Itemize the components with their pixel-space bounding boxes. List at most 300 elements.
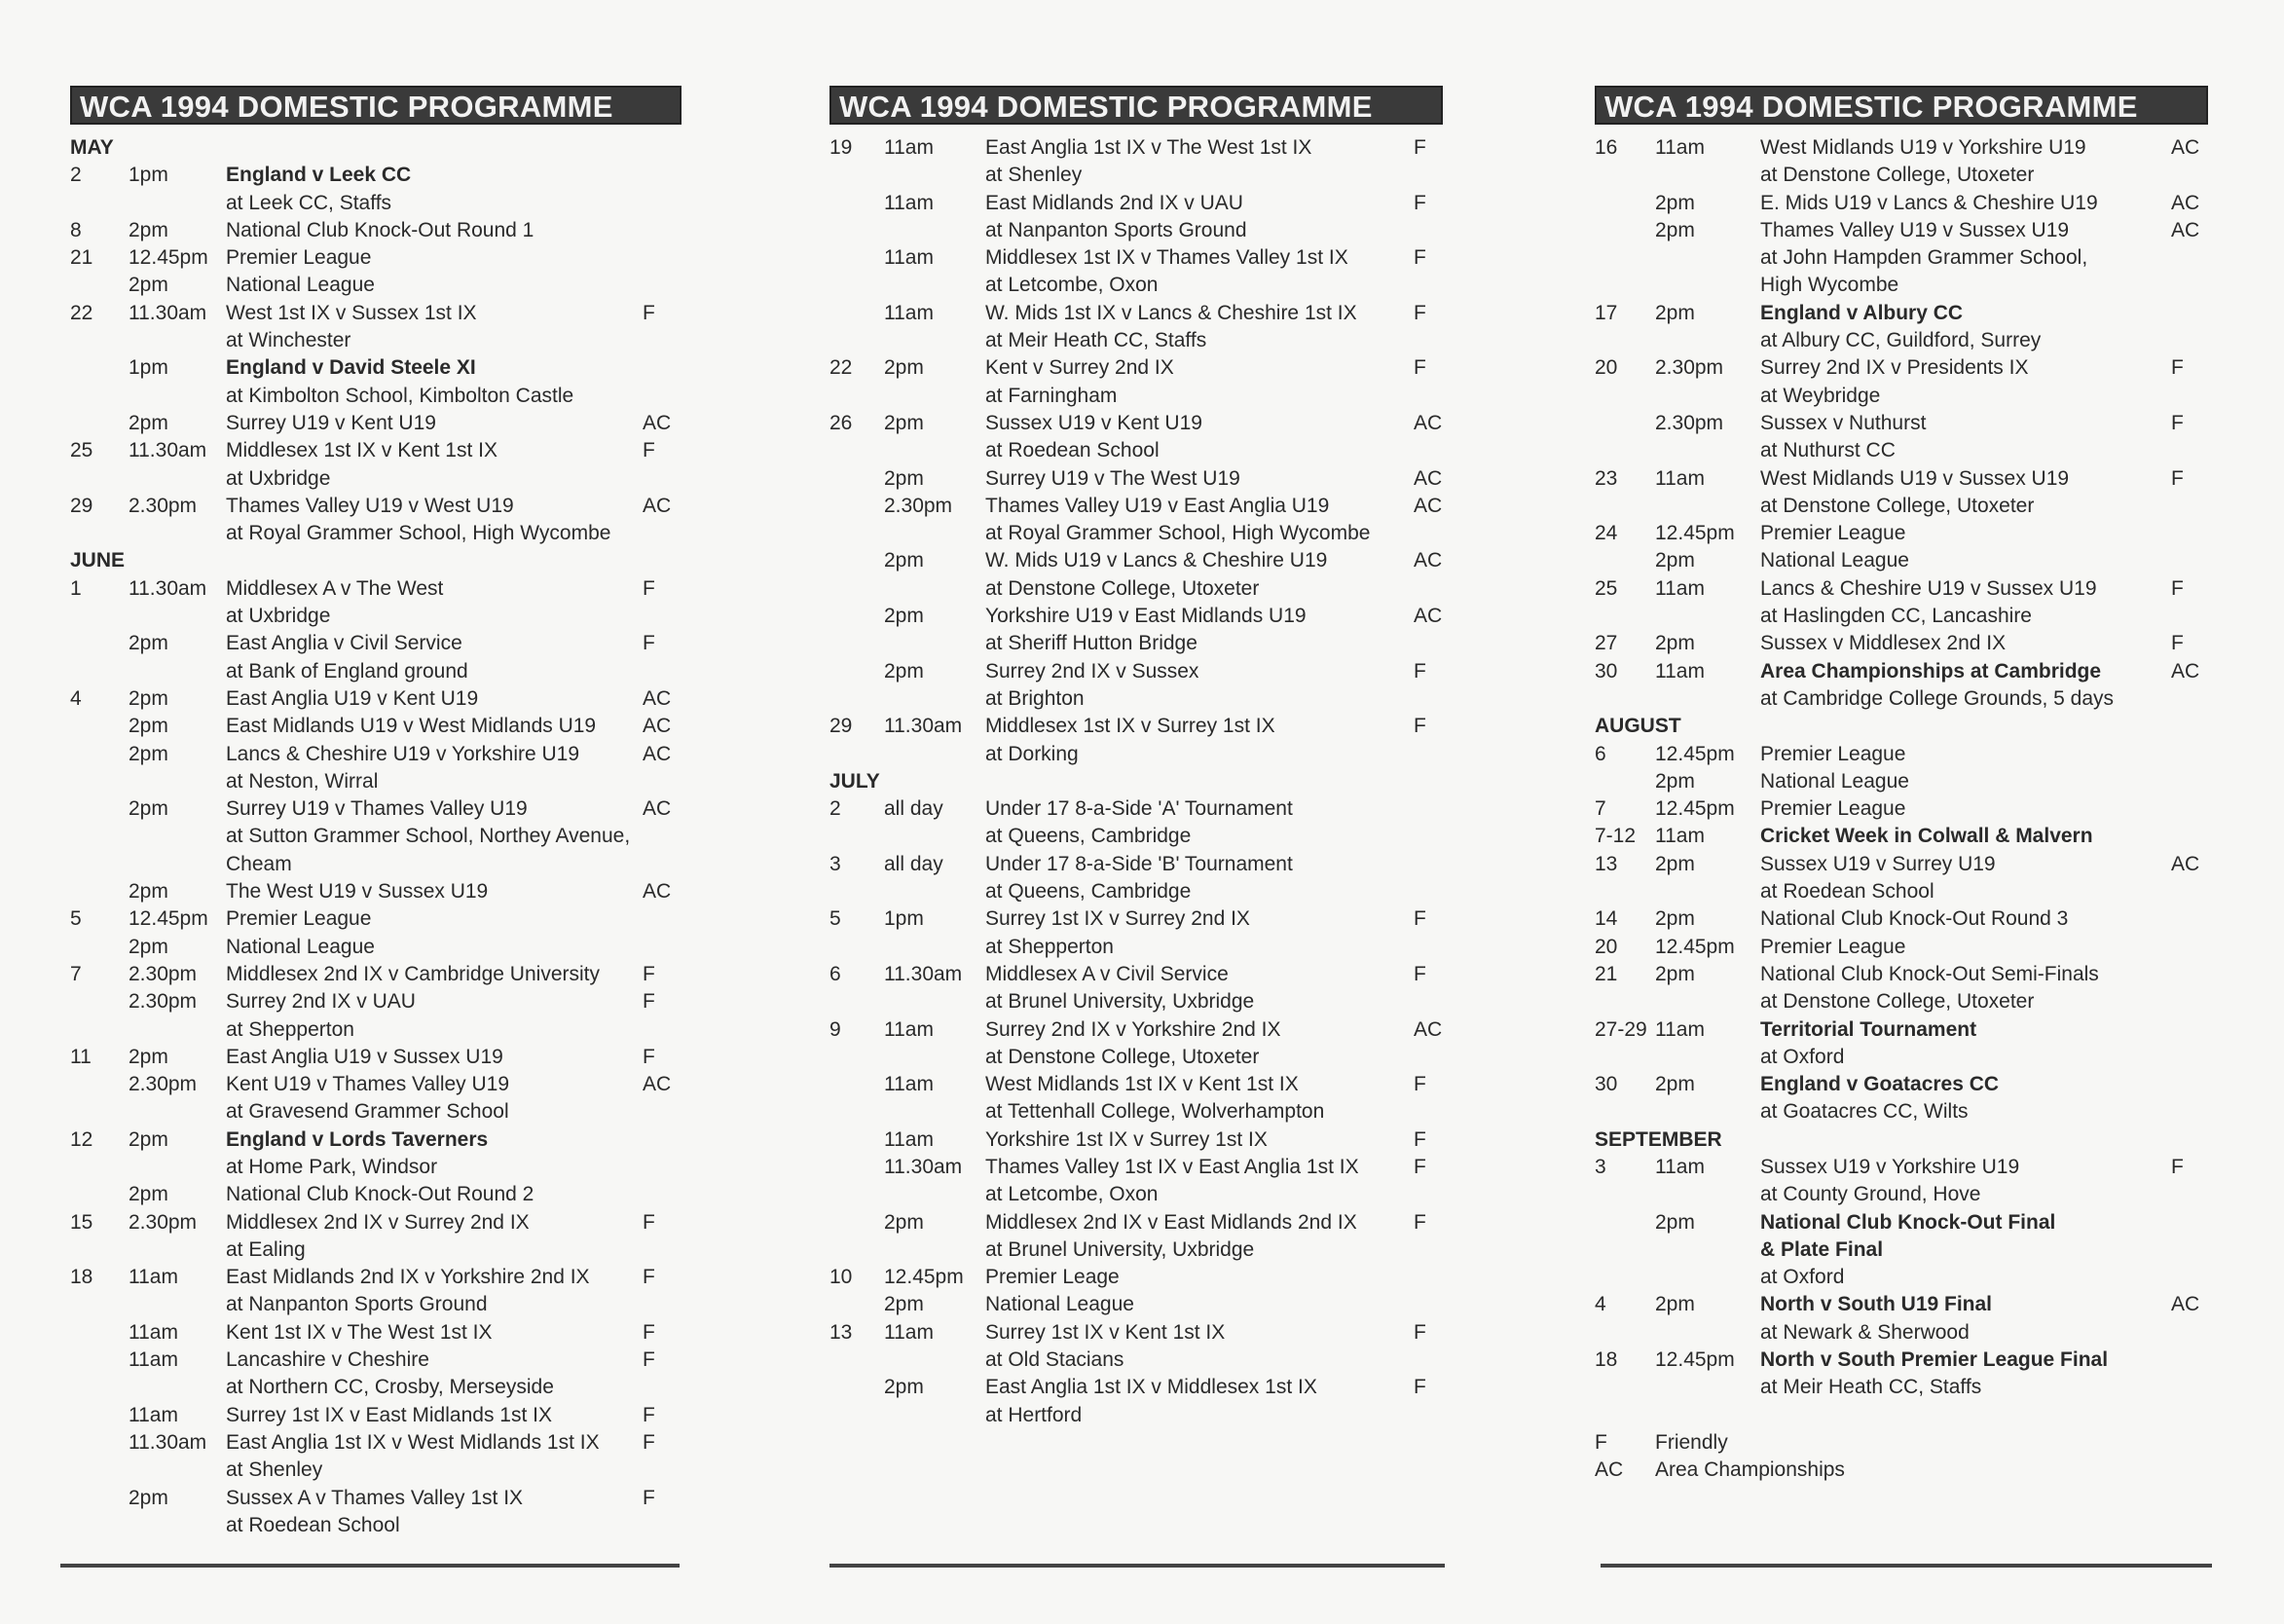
fixture-time: 11.30am <box>129 576 207 600</box>
fixture-description: at Cambridge College Grounds, 5 days <box>1760 686 2115 710</box>
fixture-date <box>70 741 129 768</box>
fixture-description: Lancs & Cheshire U19 v Yorkshire U19 <box>226 742 580 765</box>
fixture-row <box>70 1071 682 1098</box>
fixture-description: at Home Park, Windsor <box>226 1155 438 1178</box>
fixture-category: F <box>1414 907 1426 931</box>
fixture-date <box>70 768 129 795</box>
fixture-list <box>1595 134 2210 1485</box>
fixture-date <box>70 1236 129 1264</box>
fixture-category <box>2171 768 2210 795</box>
fixture-time <box>884 934 985 961</box>
fixture-row <box>1595 162 2210 189</box>
fixture-category <box>2171 1264 2210 1291</box>
fixture-date <box>70 1181 129 1208</box>
fixture-description: at Goatacres CC, Wilts <box>1760 1100 1969 1124</box>
fixture-date <box>70 1071 129 1098</box>
fixture-description: England v Leek CC <box>226 164 412 187</box>
fixture-time: 2pm <box>1655 1293 1695 1316</box>
fixture-date: 29 <box>70 494 93 517</box>
fixture-description: Premier League <box>1760 742 1906 765</box>
fixture-row <box>1595 244 2210 272</box>
fixture-date <box>829 658 884 685</box>
fixture-date <box>829 520 884 547</box>
fixture-row <box>829 988 1453 1015</box>
programme-banner: WCA 1994 DOMESTIC PROGRAMME <box>829 86 1443 125</box>
fixture-date: 2 <box>829 797 841 821</box>
fixture-date: 15 <box>70 1210 93 1234</box>
fixture-time: 1pm <box>129 356 168 380</box>
fixture-category <box>2171 795 2210 823</box>
fixture-category <box>643 354 682 382</box>
fixture-date <box>1595 768 1655 795</box>
fixture-time: 2pm <box>129 1486 168 1509</box>
fixture-description: East Anglia 1st IX v Middlesex 1st IX <box>985 1376 1317 1399</box>
fixture-row <box>829 437 1453 464</box>
fixture-description: Under 17 8-a-Side 'A' Tournament <box>985 797 1293 821</box>
fixture-row <box>829 1402 1453 1429</box>
divider <box>829 1564 1445 1568</box>
fixture-row <box>70 878 682 905</box>
fixture-date <box>1595 410 1655 437</box>
fixture-row <box>70 603 682 630</box>
fixture-time: 11am <box>1655 825 1705 848</box>
fixture-date: 5 <box>829 907 841 931</box>
fixture-description: at John Hampden Grammer School, <box>1760 246 2088 270</box>
fixture-category <box>2171 1098 2210 1126</box>
fixture-time <box>129 851 226 878</box>
fixture-time <box>1655 327 1760 354</box>
fixture-description: Premier League <box>1760 522 1906 545</box>
fixture-category <box>2171 878 2210 905</box>
fixture-time: 2pm <box>884 659 924 683</box>
fixture-time <box>129 1098 226 1126</box>
fixture-description: Premier League <box>1760 797 1906 821</box>
fixture-description: Premier League <box>1760 935 1906 958</box>
fixture-date <box>70 713 129 740</box>
fixture-category: F <box>1414 1155 1426 1178</box>
fixture-date <box>1595 272 1655 299</box>
fixture-category <box>2171 272 2210 299</box>
fixture-category: F <box>1414 1127 1426 1151</box>
fixture-time <box>884 988 985 1015</box>
fixture-row <box>829 961 1453 988</box>
fixture-date: 18 <box>1595 1348 1618 1372</box>
fixture-time <box>1655 244 1760 272</box>
fixture-description: Premier League <box>226 907 372 931</box>
fixture-row <box>70 272 682 299</box>
fixture-date <box>829 1181 884 1208</box>
fixture-row <box>1595 934 2210 961</box>
fixture-description: at Ealing <box>226 1237 306 1261</box>
fixture-row <box>1595 354 2210 382</box>
fixture-time: 2pm <box>1655 962 1695 985</box>
fixture-date <box>70 1512 129 1539</box>
fixture-time: 2.30pm <box>1655 356 1724 380</box>
fixture-time: 11.30am <box>129 1430 207 1454</box>
fixture-row <box>829 1264 1453 1291</box>
fixture-description: at Brunel University, Uxbridge <box>985 1237 1255 1261</box>
fixture-time: 11.30am <box>129 301 207 324</box>
fixture-category <box>2171 988 2210 1015</box>
fixture-date <box>70 1457 129 1484</box>
fixture-time <box>129 1374 226 1401</box>
fixture-category: AC <box>643 797 672 821</box>
fixture-row <box>70 823 682 850</box>
fixture-description: Thames Valley U19 v Sussex U19 <box>1760 218 2070 241</box>
fixture-description: Surrey 2nd IX v Sussex <box>985 659 1199 683</box>
fixture-row <box>829 1347 1453 1374</box>
fixture-row <box>70 354 682 382</box>
fixture-date: 3 <box>1595 1155 1606 1178</box>
fixture-category: F <box>1414 191 1426 214</box>
fixture-time: 11am <box>884 1127 934 1151</box>
fixture-description: Yorkshire 1st IX v Surrey 1st IX <box>985 1127 1268 1151</box>
fixture-row <box>829 327 1453 354</box>
fixture-description: Surrey 2nd IX v UAU <box>226 990 416 1014</box>
fixture-date: 4 <box>70 686 82 710</box>
fixture-time: 2pm <box>884 411 924 434</box>
month-name: AUGUST <box>1595 715 1681 738</box>
fixture-date: 23 <box>1595 466 1618 490</box>
fixture-row <box>829 1374 1453 1401</box>
fixture-date <box>1595 437 1655 464</box>
fixture-row <box>70 658 682 685</box>
fixture-row <box>1595 493 2210 520</box>
fixture-row <box>829 300 1453 327</box>
fixture-date <box>829 878 884 905</box>
fixture-row <box>829 823 1453 850</box>
fixture-time: 2.30pm <box>129 1210 198 1234</box>
fixture-date <box>829 1402 884 1429</box>
legend-item <box>1595 1429 2210 1457</box>
fixture-date <box>1595 603 1655 630</box>
fixture-category: F <box>1414 246 1426 270</box>
fixture-date <box>70 190 129 217</box>
fixture-time: 11am <box>884 1017 934 1041</box>
fixture-description: Area Championships at Cambridge <box>1760 659 2102 683</box>
fixture-date: 3 <box>829 852 841 875</box>
fixture-time: 11am <box>1655 576 1705 600</box>
fixture-description: Lancs & Cheshire U19 v Sussex U19 <box>1760 576 2097 600</box>
fixture-date: 25 <box>70 439 93 462</box>
fixture-time: 11.30am <box>884 962 963 985</box>
fixture-category: F <box>643 1348 655 1372</box>
fixture-time <box>129 1457 226 1484</box>
fixture-row <box>829 272 1453 299</box>
fixture-row <box>1595 410 2210 437</box>
fixture-row <box>829 795 1453 823</box>
fixture-time <box>129 190 226 217</box>
fixture-date: 18 <box>70 1266 93 1289</box>
fixture-description: at Oxford <box>1760 1266 1845 1289</box>
fixture-time: 11am <box>884 246 934 270</box>
fixture-category <box>643 244 682 272</box>
fixture-time: 11am <box>1655 466 1705 490</box>
fixture-date: 22 <box>829 356 853 380</box>
fixture-description: at Albury CC, Guildford, Surrey <box>1760 329 2042 352</box>
fixture-row <box>1595 575 2210 603</box>
fixture-description: at County Ground, Hove <box>1760 1183 1981 1206</box>
fixture-date <box>829 162 884 189</box>
fixture-list <box>70 134 682 1539</box>
fixture-time <box>1655 685 1760 713</box>
fixture-date <box>1595 493 1655 520</box>
fixture-category <box>2171 300 2210 327</box>
fixture-row <box>829 630 1453 657</box>
fixture-description: Surrey 2nd IX v Presidents IX <box>1760 356 2029 380</box>
fixture-time <box>884 327 985 354</box>
fixture-row <box>829 575 1453 603</box>
fixture-row <box>70 575 682 603</box>
fixture-date: 22 <box>70 301 93 324</box>
fixture-row <box>829 658 1453 685</box>
fixture-time <box>884 575 985 603</box>
fixture-description: Territorial Tournament <box>1760 1017 1977 1041</box>
fixture-row <box>1595 1264 2210 1291</box>
fixture-date <box>829 630 884 657</box>
fixture-category: F <box>1414 715 1426 738</box>
fixture-date: 6 <box>1595 742 1606 765</box>
fixture-category <box>1414 217 1453 244</box>
fixture-row <box>70 713 682 740</box>
fixture-category <box>2171 383 2210 410</box>
fixture-date: 14 <box>1595 907 1618 931</box>
fixture-category: AC <box>643 880 672 904</box>
fixture-time: 11am <box>1655 1017 1705 1041</box>
fixture-row <box>1595 1291 2210 1318</box>
fixture-description: Middlesex 1st IX v Kent 1st IX <box>226 439 497 462</box>
fixture-row <box>1595 905 2210 933</box>
fixture-date <box>70 327 129 354</box>
fixture-time <box>129 823 226 850</box>
fixture-date: 21 <box>1595 962 1618 985</box>
fixture-category <box>643 1291 682 1318</box>
fixture-description: Surrey 1st IX v Kent 1st IX <box>985 1320 1226 1344</box>
fixture-date <box>1595 1181 1655 1208</box>
fixture-description: Middlesex A v Civil Service <box>985 962 1229 985</box>
fixture-time <box>884 823 985 850</box>
fixture-description: at Denstone College, Utoxeter <box>1760 990 2035 1014</box>
fixture-description: Surrey 1st IX v East Midlands 1st IX <box>226 1403 552 1426</box>
fixture-category <box>643 1126 682 1154</box>
fixture-category: F <box>1414 1210 1426 1234</box>
fixture-description: National League <box>1760 769 1909 793</box>
fixture-time: 2pm <box>1655 769 1695 793</box>
fixture-time <box>884 741 985 768</box>
fixture-date <box>70 823 129 850</box>
fixture-time <box>129 327 226 354</box>
fixture-time: 11am <box>884 191 934 214</box>
fixture-time <box>129 603 226 630</box>
fixture-description: at Northern CC, Crosby, Merseyside <box>226 1376 554 1399</box>
fixture-time <box>1655 272 1760 299</box>
fixture-row <box>829 1209 1453 1236</box>
fixture-time: 11.30am <box>884 715 963 738</box>
fixture-category <box>1414 520 1453 547</box>
fixture-category <box>2171 547 2210 574</box>
fixture-row <box>1595 630 2210 657</box>
fixture-row <box>1595 741 2210 768</box>
fixture-description: at Bank of England ground <box>226 659 468 683</box>
fixture-date: 6 <box>829 962 841 985</box>
fixture-category: F <box>2171 632 2184 655</box>
fixture-date <box>829 823 884 850</box>
fixture-time: 11am <box>884 301 934 324</box>
fixture-date <box>70 1098 129 1126</box>
fixture-time: all day <box>884 797 943 821</box>
fixture-category: F <box>643 632 655 655</box>
fixture-time <box>1655 1374 1760 1401</box>
fixture-category: F <box>2171 466 2184 490</box>
fixture-description: at Winchester <box>226 329 351 352</box>
fixture-row <box>70 520 682 547</box>
fixture-date <box>829 383 884 410</box>
fixture-description: North v South U19 Final <box>1760 1293 1993 1316</box>
fixture-category <box>2171 1209 2210 1236</box>
fixture-category <box>643 383 682 410</box>
fixture-description: Lancashire v Cheshire <box>226 1348 429 1372</box>
fixture-description: National League <box>985 1293 1134 1316</box>
legend-meaning: Area Championships <box>1655 1458 1845 1482</box>
fixture-date: 12 <box>70 1127 93 1151</box>
fixture-date <box>70 630 129 657</box>
fixture-time <box>1655 1236 1760 1264</box>
fixture-date: 5 <box>70 907 82 931</box>
fixture-time: 2pm <box>129 715 168 738</box>
fixture-time: 2pm <box>884 605 924 628</box>
fixture-time <box>1655 1044 1760 1071</box>
fixture-date <box>829 575 884 603</box>
fixture-category <box>643 768 682 795</box>
fixture-row <box>70 1236 682 1264</box>
fixture-category: AC <box>643 494 672 517</box>
fixture-category: F <box>1414 301 1426 324</box>
fixture-row <box>1595 547 2210 574</box>
fixture-date: 29 <box>829 715 853 738</box>
fixture-description: National Club Knock-Out Semi-Finals <box>1760 962 2099 985</box>
fixture-category: F <box>1414 962 1426 985</box>
fixture-time: 2pm <box>884 356 924 380</box>
fixture-category: AC <box>643 742 672 765</box>
fixture-category: AC <box>1414 605 1443 628</box>
fixture-description: at Shepperton <box>226 1017 354 1041</box>
fixture-time <box>1655 1264 1760 1291</box>
fixture-row <box>70 1402 682 1429</box>
fixture-category: F <box>643 439 655 462</box>
fixture-description: Under 17 8-a-Side 'B' Tournament <box>985 852 1293 875</box>
fixture-time <box>884 1402 985 1429</box>
fixture-category: AC <box>643 1073 672 1096</box>
fixture-category <box>643 1236 682 1264</box>
fixture-date: 1 <box>70 576 82 600</box>
fixture-date <box>829 465 884 493</box>
fixture-category: AC <box>2171 191 2200 214</box>
fixture-category <box>2171 685 2210 713</box>
fixture-category <box>2171 1402 2210 1429</box>
fixture-description: at Old Stacians <box>985 1348 1124 1372</box>
fixture-category <box>2171 493 2210 520</box>
fixture-description: Kent v Surrey 2nd IX <box>985 356 1174 380</box>
fixture-category: AC <box>2171 136 2200 159</box>
fixture-category <box>2171 437 2210 464</box>
fixture-row <box>1595 190 2210 217</box>
fixture-row <box>829 217 1453 244</box>
fixture-description: East Midlands 2nd IX v UAU <box>985 191 1243 214</box>
fixture-description: Surrey U19 v Thames Valley U19 <box>226 797 528 821</box>
fixture-category <box>2171 1319 2210 1347</box>
divider <box>60 1564 680 1568</box>
fixture-category <box>643 1154 682 1181</box>
fixture-date: 30 <box>1595 1073 1618 1096</box>
fixture-row <box>70 1485 682 1512</box>
fixture-row <box>1595 1098 2210 1126</box>
fixture-time: 2pm <box>884 1376 924 1399</box>
fixture-time: 2pm <box>129 1045 168 1068</box>
fixture-time <box>129 1236 226 1264</box>
fixture-category: F <box>2171 1155 2184 1178</box>
fixture-description: Sussex v Middlesex 2nd IX <box>1760 632 2007 655</box>
fixture-time <box>884 162 985 189</box>
fixture-description: at Kimbolton School, Kimbolton Castle <box>226 384 574 407</box>
fixture-category <box>1414 851 1453 878</box>
fixture-row <box>70 383 682 410</box>
fixture-row <box>829 685 1453 713</box>
fixture-row <box>829 1126 1453 1154</box>
fixture-row <box>70 988 682 1015</box>
fixture-category <box>1414 823 1453 850</box>
fixture-description: East Anglia v Civil Service <box>226 632 462 655</box>
fixture-time: 11am <box>1655 136 1705 159</box>
fixture-time <box>129 520 226 547</box>
fixture-row <box>70 1209 682 1236</box>
fixture-description: at Oxford <box>1760 1045 1845 1068</box>
fixture-row <box>70 1512 682 1539</box>
fixture-row <box>70 934 682 961</box>
fixture-row <box>70 162 682 189</box>
fixture-description: W. Mids 1st IX v Lancs & Cheshire 1st IX <box>985 301 1357 324</box>
fixture-row <box>1595 1209 2210 1236</box>
fixture-date <box>70 465 129 493</box>
fixture-row <box>829 383 1453 410</box>
programme-banner: WCA 1994 DOMESTIC PROGRAMME <box>70 86 682 125</box>
fixture-category <box>2171 1347 2210 1374</box>
fixture-time: 2pm <box>129 880 168 904</box>
fixture-date: 25 <box>1595 576 1618 600</box>
fixture-time: 2pm <box>1655 218 1695 241</box>
fixture-description: Middlesex 1st IX v Thames Valley 1st IX <box>985 246 1348 270</box>
fixture-description: at Denstone College, Utoxeter <box>1760 494 2035 517</box>
fixture-time: 11am <box>884 1320 934 1344</box>
fixture-description: East Midlands 2nd IX v Yorkshire 2nd IX <box>226 1266 590 1289</box>
fixture-description: Premier League <box>226 246 372 270</box>
fixture-row <box>70 1429 682 1457</box>
fixture-description: National League <box>226 274 375 297</box>
fixture-category: AC <box>643 411 672 434</box>
fixture-row <box>829 1236 1453 1264</box>
fixture-category: F <box>643 990 655 1014</box>
fixture-category: AC <box>1414 494 1443 517</box>
month-heading <box>1595 1126 2210 1154</box>
fixture-category: F <box>643 301 655 324</box>
fixture-category: F <box>643 1320 655 1344</box>
fixture-description: Surrey 2nd IX v Yorkshire 2nd IX <box>985 1017 1281 1041</box>
fixture-date <box>1595 1098 1655 1126</box>
fixture-category <box>643 217 682 244</box>
fixture-date <box>1595 244 1655 272</box>
fixture-date: 16 <box>1595 136 1618 159</box>
fixture-date <box>70 1016 129 1044</box>
fixture-description: at Queens, Cambridge <box>985 825 1192 848</box>
